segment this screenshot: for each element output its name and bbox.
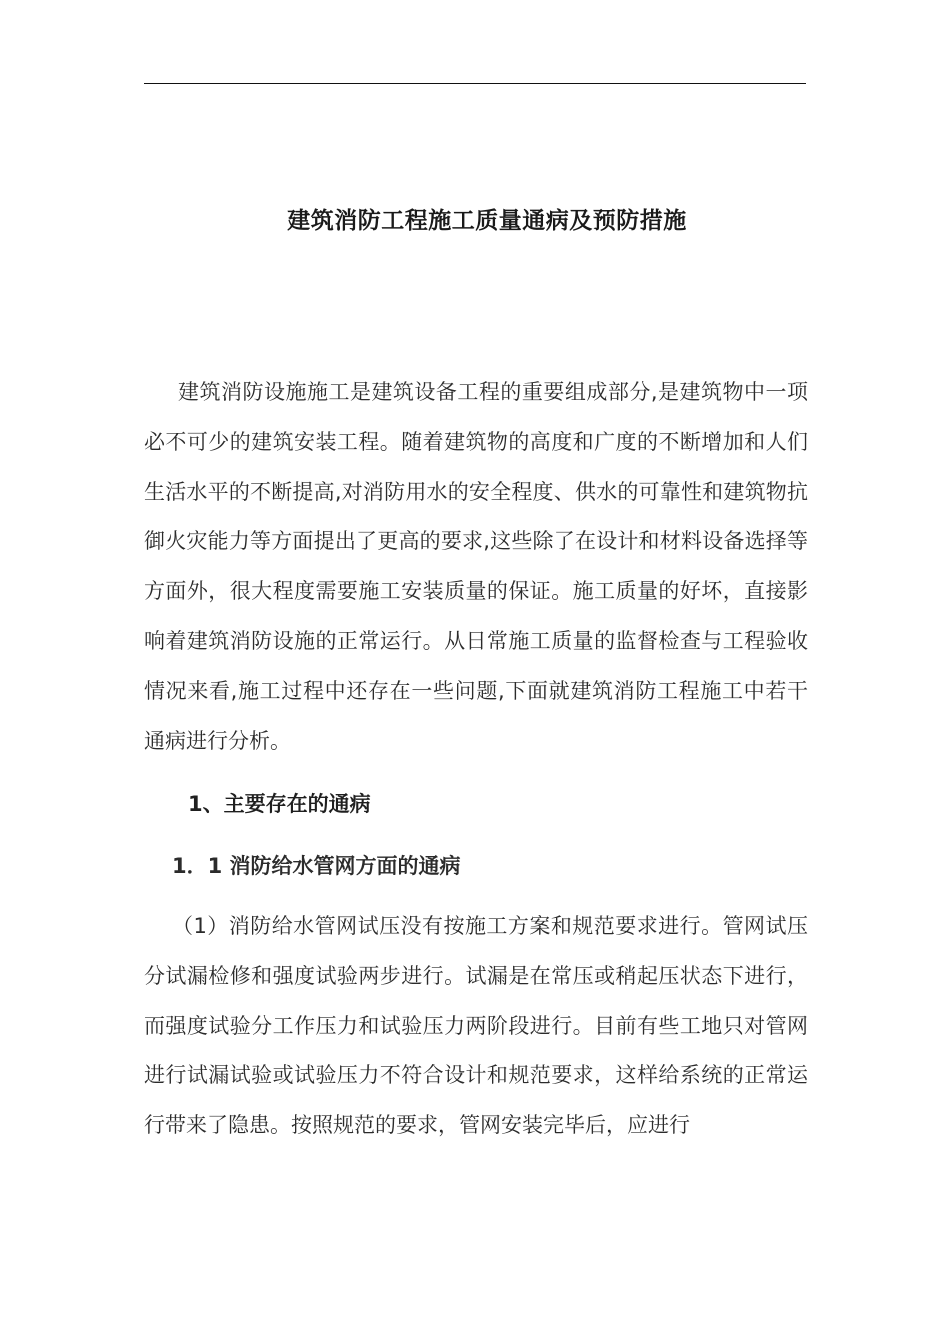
section-heading: 1、主要存在的通病 (188, 792, 371, 816)
body-paragraph: （1）消防给水管网试压没有按施工方案和规范要求进行。管网试压分试漏检修和强度试验两步进行。试漏是在常压或稍起压状态下进行，而强度试验分工作压力和试验压力两阶段进行。目前有些工地只对管网进行试漏试验或试验压力不符合设计和规范要求，这样给系统的正常运行带来了隐患。按照规范的要求，管网安装完毕后，应进行 (144, 914, 808, 1138)
document-title: 建筑消防工程施工质量通病及预防措施 (287, 208, 687, 234)
subsection-heading: 1．1 消防给水管网方面的通病 (172, 854, 461, 878)
intro-paragraph: 建筑消防设施施工是建筑设备工程的重要组成部分,是建筑物中一项必不可少的建筑安装工程。随着建筑物的高度和广度的不断增加和人们生活水平的不断提高,对消防用水的安全程度、供水的可靠性和建筑物抗御火灾能力等方面提出了更高的要求,这些除了在设计和材料设备选择等方面外，很大程度需要施工安装质量的保证。施工质量的好坏，直接影响着建筑消防设施的正常运行。从日常施工质量的监督检查与工程验收情况来看,施工过程中还存在一些问题,下面就建筑消防工程施工中若干通病进行分析。 (144, 380, 808, 753)
header-rule (144, 83, 806, 84)
